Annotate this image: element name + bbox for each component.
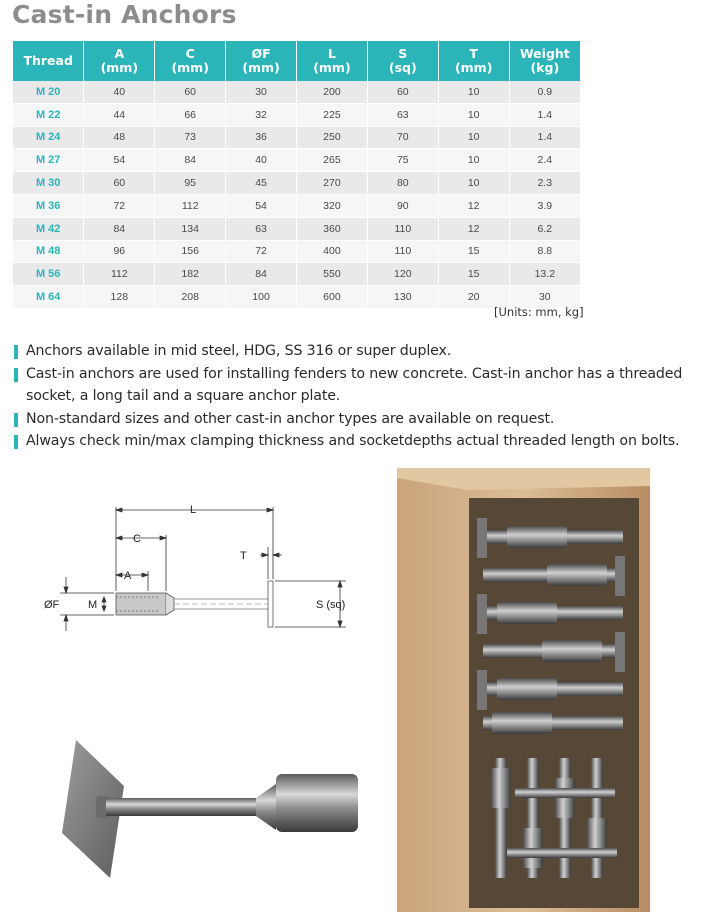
table-cell: 13.2 bbox=[509, 263, 580, 286]
table-cell: 60 bbox=[155, 81, 226, 103]
column-header-unit: (kg) bbox=[530, 60, 560, 75]
column-header-name: L bbox=[327, 46, 336, 61]
table-row bbox=[13, 126, 580, 149]
thread-cell: M 36 bbox=[13, 194, 84, 217]
dim-label-c: C bbox=[133, 533, 141, 545]
specs-table bbox=[13, 41, 580, 309]
column-header-name: S bbox=[398, 46, 408, 61]
table-cell: 182 bbox=[155, 263, 226, 286]
table-cell: 84 bbox=[226, 263, 297, 286]
table-cell: 95 bbox=[155, 172, 226, 195]
table-body bbox=[13, 81, 580, 308]
column-header-unit: (mm) bbox=[454, 60, 493, 75]
table-cell: 2.3 bbox=[509, 172, 580, 195]
table-cell: 360 bbox=[297, 217, 368, 240]
crate-photo bbox=[397, 468, 650, 912]
table-cell: 15 bbox=[438, 240, 509, 263]
table-cell: 48 bbox=[84, 126, 155, 149]
list-item bbox=[13, 408, 717, 431]
column-header bbox=[297, 41, 368, 81]
table-cell: 550 bbox=[297, 263, 368, 286]
column-header-unit: (mm) bbox=[242, 60, 280, 75]
table-row bbox=[13, 103, 580, 126]
table-cell: 110 bbox=[367, 217, 438, 240]
table-cell: 32 bbox=[226, 103, 297, 126]
table-cell: 84 bbox=[155, 149, 226, 172]
column-header-name: ØF bbox=[251, 46, 271, 61]
table-row bbox=[13, 263, 580, 286]
units-note: [Units: mm, kg] bbox=[494, 305, 584, 319]
column-header bbox=[84, 41, 155, 81]
table-row bbox=[13, 240, 580, 263]
table-cell: 265 bbox=[297, 149, 368, 172]
table-cell: 10 bbox=[438, 172, 509, 195]
bullet-bar-icon bbox=[14, 413, 18, 427]
table-cell: 30 bbox=[226, 81, 297, 103]
table-header-row bbox=[13, 41, 580, 81]
table-cell: 12 bbox=[438, 194, 509, 217]
dim-label-s: S (sq) bbox=[316, 599, 346, 611]
table-cell: 40 bbox=[84, 81, 155, 103]
note-text: Cast-in anchors are used for installing fenders to new concrete. Cast-in anchor has a threaded socket, a long tail and a square anchor plate. bbox=[26, 365, 683, 404]
table-cell: 134 bbox=[155, 217, 226, 240]
note-text: Non-standard sizes and other cast-in anchor types are available on request. bbox=[26, 410, 555, 427]
table-cell: 36 bbox=[226, 126, 297, 149]
thread-cell: M 22 bbox=[13, 103, 84, 126]
table-cell: 0.9 bbox=[509, 81, 580, 103]
table-row bbox=[13, 194, 580, 217]
table-cell: 112 bbox=[155, 194, 226, 217]
anchor-dimension-diagram bbox=[40, 495, 370, 645]
column-header bbox=[155, 41, 226, 81]
table-cell: 100 bbox=[226, 286, 297, 309]
table-row bbox=[13, 217, 580, 240]
list-item bbox=[13, 430, 717, 453]
table-cell: 250 bbox=[297, 126, 368, 149]
table-cell: 40 bbox=[226, 149, 297, 172]
column-header-name: C bbox=[185, 46, 195, 61]
dim-label-a: A bbox=[124, 570, 132, 582]
table-cell: 44 bbox=[84, 103, 155, 126]
table-cell: 80 bbox=[367, 172, 438, 195]
table-cell: 200 bbox=[297, 81, 368, 103]
dim-label-m: M bbox=[88, 599, 98, 611]
table-cell: 156 bbox=[155, 240, 226, 263]
table-cell: 60 bbox=[367, 81, 438, 103]
table-cell: 45 bbox=[226, 172, 297, 195]
table-cell: 130 bbox=[367, 286, 438, 309]
list-item bbox=[13, 363, 717, 408]
bullet-bar-icon bbox=[14, 435, 18, 449]
column-header-name: A bbox=[114, 46, 125, 61]
table-cell: 208 bbox=[155, 286, 226, 309]
table-cell: 20 bbox=[438, 286, 509, 309]
thread-cell: M 20 bbox=[13, 81, 84, 103]
table-cell: 320 bbox=[297, 194, 368, 217]
bullet-bar-icon bbox=[14, 368, 18, 382]
table-cell: 10 bbox=[438, 149, 509, 172]
table-cell: 1.4 bbox=[509, 126, 580, 149]
bullet-bar-icon bbox=[14, 345, 18, 359]
column-header-name: Thread bbox=[23, 53, 73, 68]
table-cell: 66 bbox=[155, 103, 226, 126]
thread-cell: M 56 bbox=[13, 263, 84, 286]
column-header-name: Weight bbox=[519, 46, 570, 61]
thread-cell: M 64 bbox=[13, 286, 84, 309]
table-cell: 110 bbox=[367, 240, 438, 263]
table-cell: 3.9 bbox=[509, 194, 580, 217]
table-cell: 72 bbox=[84, 194, 155, 217]
thread-cell: M 27 bbox=[13, 149, 84, 172]
table-cell: 2.4 bbox=[509, 149, 580, 172]
table-cell: 96 bbox=[84, 240, 155, 263]
column-header bbox=[509, 41, 580, 81]
table-cell: 30 bbox=[509, 286, 580, 309]
dim-label-f: ØF bbox=[44, 599, 60, 611]
table-cell: 400 bbox=[297, 240, 368, 263]
column-header bbox=[438, 41, 509, 81]
column-header-name: T bbox=[469, 46, 478, 61]
table-cell: 84 bbox=[84, 217, 155, 240]
page-title: Cast-in Anchors bbox=[12, 0, 237, 29]
table-cell: 70 bbox=[367, 126, 438, 149]
table-row bbox=[13, 149, 580, 172]
table-cell: 75 bbox=[367, 149, 438, 172]
table-cell: 112 bbox=[84, 263, 155, 286]
table-cell: 10 bbox=[438, 126, 509, 149]
thread-cell: M 42 bbox=[13, 217, 84, 240]
column-header bbox=[13, 41, 84, 81]
table-cell: 8.8 bbox=[509, 240, 580, 263]
table-cell: 72 bbox=[226, 240, 297, 263]
table-cell: 1.4 bbox=[509, 103, 580, 126]
thread-cell: M 48 bbox=[13, 240, 84, 263]
thread-cell: M 24 bbox=[13, 126, 84, 149]
table-cell: 54 bbox=[84, 149, 155, 172]
table-cell: 6.2 bbox=[509, 217, 580, 240]
table-cell: 225 bbox=[297, 103, 368, 126]
table-cell: 15 bbox=[438, 263, 509, 286]
table-cell: 10 bbox=[438, 81, 509, 103]
column-header-unit: (mm) bbox=[171, 60, 209, 75]
table-cell: 600 bbox=[297, 286, 368, 309]
dim-label-l: L bbox=[190, 504, 197, 516]
table-cell: 12 bbox=[438, 217, 509, 240]
table-cell: 63 bbox=[226, 217, 297, 240]
column-header bbox=[367, 41, 438, 81]
column-header bbox=[226, 41, 297, 81]
table-cell: 63 bbox=[367, 103, 438, 126]
column-header-unit: (sq) bbox=[388, 60, 417, 75]
note-text: Always check min/max clamping thickness and socketdepths actual threaded length on bolts. bbox=[26, 433, 680, 449]
table-cell: 270 bbox=[297, 172, 368, 195]
notes-list bbox=[13, 340, 717, 453]
column-header-unit: (mm) bbox=[313, 60, 351, 75]
dim-label-t: T bbox=[240, 550, 247, 562]
table-row bbox=[13, 81, 580, 103]
anchor-photo bbox=[62, 738, 362, 878]
table-row bbox=[13, 172, 580, 195]
table-cell: 10 bbox=[438, 103, 509, 126]
table-cell: 60 bbox=[84, 172, 155, 195]
thread-cell: M 30 bbox=[13, 172, 84, 195]
table-cell: 73 bbox=[155, 126, 226, 149]
column-header-unit: (mm) bbox=[100, 60, 139, 75]
table-cell: 120 bbox=[367, 263, 438, 286]
table-cell: 90 bbox=[367, 194, 438, 217]
list-item bbox=[13, 340, 717, 363]
table-cell: 128 bbox=[84, 286, 155, 309]
table-cell: 54 bbox=[226, 194, 297, 217]
note-text: Anchors available in mid steel, HDG, SS 316 or super duplex. bbox=[26, 343, 452, 359]
